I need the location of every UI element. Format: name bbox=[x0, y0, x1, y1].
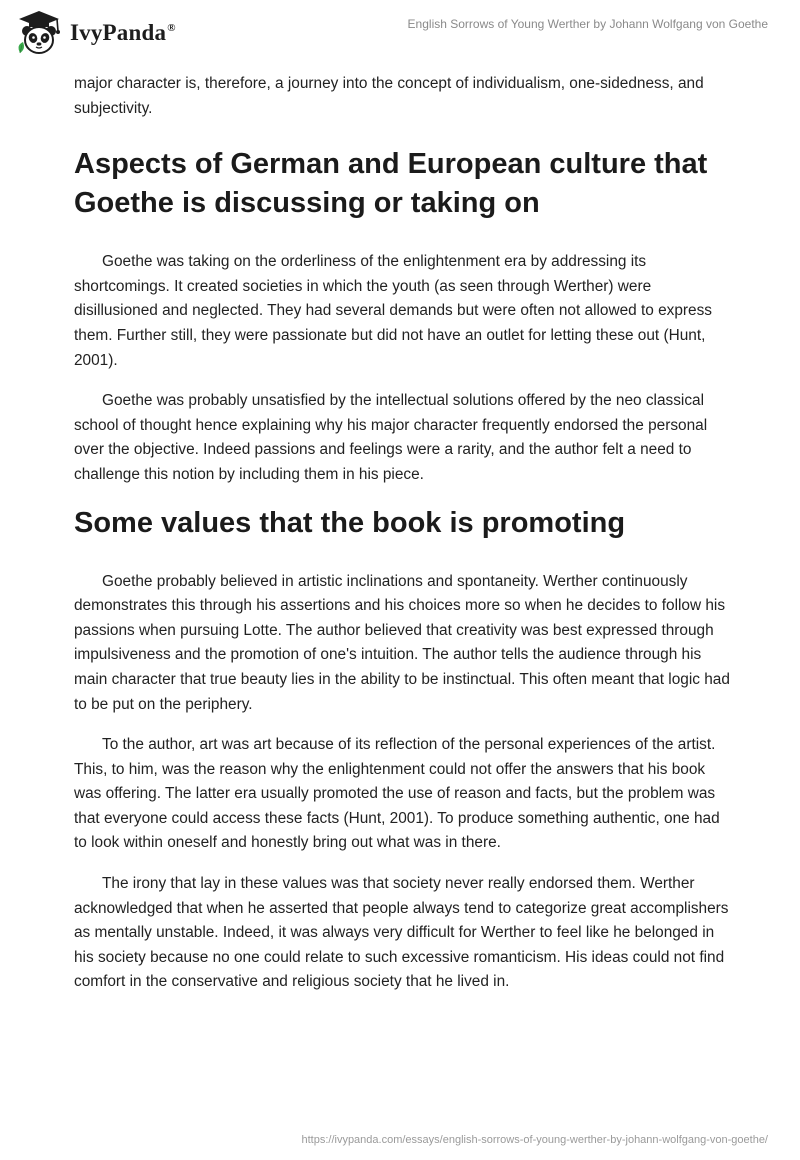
paragraph: Goethe was taking on the orderliness of the enlightenment era by addressing its shortcomings. It created societies in which the youth (as seen through Werther) were disillusioned and neglected. They had several demands but were often not allowed to express them. Further still, they were passionate but did not have an outlet for letting these out (Hunt, 2001). bbox=[74, 253, 712, 369]
document-title: English Sorrows of Young Werther by Johann Wolfgang von Goethe bbox=[407, 17, 768, 31]
paragraph: Goethe was probably unsatisfied by the intellectual solutions offered by the neo classical school of thought hence explaining why his major character frequently endorsed the personal over the objective. Indeed passions and feelings were a rarity, and the author felt a need to challenge this notion by including them in his piece. bbox=[74, 392, 708, 483]
article-body bbox=[74, 72, 730, 1011]
paragraph: The irony that lay in these values was that society never really endorsed them. Werther acknowledged that when he asserted that people always tend to categorize great accomplishers as mentally unstable. Indeed, it was always very difficult for Werther to feel like he belonged in his society because no one could relate to such excessive romanticism. His ideas could not find comfort in the conservative and religious society that he lived in. bbox=[74, 875, 729, 991]
section-heading-values: Some values that the book is promoting bbox=[74, 506, 626, 539]
page-header bbox=[0, 0, 800, 66]
intro-paragraph: major character is, therefore, a journey into the concept of individualism, one-sidedness, and subjectivity. bbox=[74, 75, 704, 117]
source-url[interactable]: https://ivypanda.com/essays/english-sorrows-of-young-werther-by-johann-wolfgang-von-goethe/ bbox=[301, 1134, 768, 1146]
ivypanda-logo[interactable] bbox=[14, 9, 176, 57]
paragraph: Goethe probably believed in artistic inclinations and spontaneity. Werther continuously demonstrates this through his assertions and his choices more so when he decides to follow his passions when pursuing Lotte. The author believed that creativity was best expressed through impulsiveness and the promotion of one's intuition. The author tells the audience through his main character that true beauty lies in the ability to be instinctual. This often meant that logic had to be put on the periphery. bbox=[74, 572, 730, 713]
panda-mascot-icon bbox=[14, 9, 64, 57]
brand-name: IvyPanda® bbox=[70, 20, 176, 45]
section-heading-culture: Aspects of German and European culture that Goethe is discussing or taking on bbox=[74, 148, 708, 220]
paragraph: To the author, art was art because of its reflection of the personal experiences of the artist. This, to him, was the reason why the enlightenment could not offer the answers that his book was offering. The latter era usually promoted the use of reason and facts, but the problem was that everyone could access these facts (Hunt, 2001). To produce something authentic, one had to look within oneself and honestly bring out what was in there. bbox=[74, 736, 720, 852]
